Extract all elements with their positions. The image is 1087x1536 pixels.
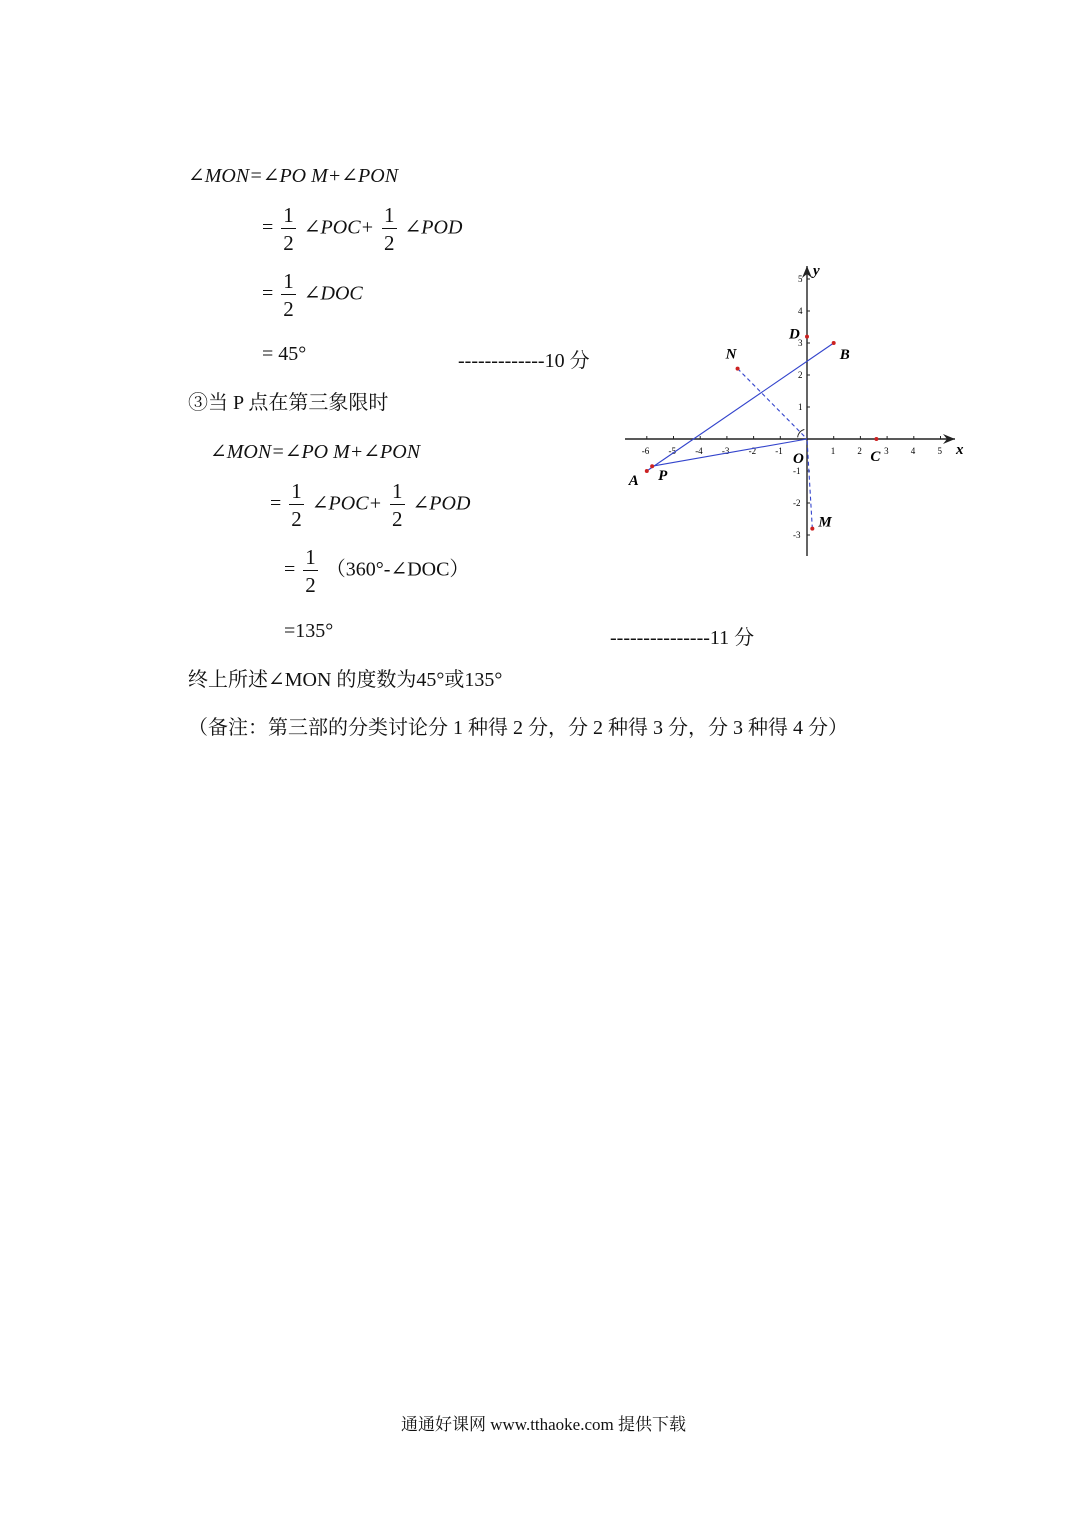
y-tick-label: -2 <box>793 498 801 508</box>
equation-line-2b <box>270 480 470 530</box>
x-tick-label: 4 <box>910 446 916 456</box>
point-a <box>645 469 649 473</box>
y-tick-label: -3 <box>793 530 801 540</box>
equals-sign: = <box>262 216 274 239</box>
equation-result-45: = 45° <box>262 343 307 365</box>
equation-result-135: =135° <box>284 620 334 642</box>
y-tick-label: 5 <box>798 274 803 284</box>
point-label-n: N <box>725 346 737 363</box>
angle-doc: ∠DOC <box>303 282 363 305</box>
y-tick-label: 4 <box>798 306 803 316</box>
equation-line-1b: ∠MON=∠PO M+∠PON <box>210 441 421 463</box>
y-tick-label: 1 <box>798 402 803 412</box>
score-marker-11: ---------------11 分 <box>610 627 755 649</box>
ray-om <box>807 439 812 529</box>
x-tick-label: -2 <box>748 446 757 456</box>
y-tick-label: -1 <box>793 466 801 476</box>
coordinate-figure <box>615 258 970 563</box>
angle-pod: ∠POD <box>412 492 471 515</box>
fraction-half: $\frac{1}{2}$ <box>291 479 302 532</box>
y-axis-label: y <box>813 263 820 279</box>
fraction-half: $\frac{1}{2}$ <box>283 203 294 256</box>
equals-sign: = <box>262 282 274 305</box>
x-tick-label: -5 <box>668 446 676 456</box>
conclusion: 终上所述∠MON 的度数为45°或135° <box>188 669 503 691</box>
footer-text: 通通好课网 www.tthaoke.com 提供下载 <box>400 1415 687 1434</box>
point-label-p: P <box>658 468 668 485</box>
x-tick-label: -1 <box>775 446 783 456</box>
point-label-m: M <box>818 514 832 531</box>
y-tick-label: 2 <box>798 370 803 380</box>
point-label-d: D <box>789 326 800 343</box>
x-tick-label: -4 <box>695 446 703 456</box>
point-d <box>805 335 809 339</box>
point-m <box>810 527 814 531</box>
fraction-half: $\frac{1}{2}$ <box>283 269 294 322</box>
x-tick-label: 5 <box>937 446 942 456</box>
equals-sign: = <box>270 492 282 515</box>
point-c <box>874 437 878 441</box>
x-tick-label: -6 <box>641 446 650 456</box>
x-tick-label: 2 <box>857 446 862 456</box>
x-axis-label: x <box>956 442 964 458</box>
point-n <box>736 367 740 371</box>
y-tick-label: 3 <box>798 338 803 348</box>
x-tick-label: -3 <box>721 446 730 456</box>
scoring-note: （备注：第三部的分类讨论分 1 种得 2 分，分 2 种得 3 分，分 3 种得 4 分） <box>188 717 848 739</box>
figure-points <box>628 327 882 531</box>
angle-pod: ∠POD <box>404 216 463 239</box>
equation-line-3b <box>284 546 469 596</box>
fraction-half: $\frac{1}{2}$ <box>305 545 316 598</box>
point-p <box>650 464 654 468</box>
angle-poc: ∠POC+ <box>303 216 375 239</box>
fraction-half: $\frac{1}{2}$ <box>392 479 403 532</box>
angle-poc: ∠POC+ <box>311 492 383 515</box>
line-ab <box>647 343 834 471</box>
equation-line-3 <box>262 270 363 320</box>
point-label-c: C <box>870 449 881 465</box>
score-marker-10: -------------10 分 <box>458 350 590 372</box>
ray-on <box>738 369 807 439</box>
x-tick-label: 3 <box>884 446 889 456</box>
origin-label: O <box>793 451 804 467</box>
equals-sign: = <box>284 558 296 581</box>
figure-lines <box>647 343 834 529</box>
point-label-a: A <box>628 473 639 489</box>
axis-ticks <box>642 274 943 540</box>
axes <box>625 263 964 556</box>
angle-expression: （360°-∠DOC） <box>325 558 470 581</box>
point-b <box>832 341 836 345</box>
fraction-half: $\frac{1}{2}$ <box>384 203 395 256</box>
x-tick-label: 1 <box>830 446 836 456</box>
case-heading: ③当 P 点在第三象限时 <box>188 392 389 414</box>
point-label-b: B <box>839 347 850 363</box>
equation-line-1: ∠MON=∠PO M+∠PON <box>188 165 399 187</box>
equation-line-2 <box>262 204 462 254</box>
